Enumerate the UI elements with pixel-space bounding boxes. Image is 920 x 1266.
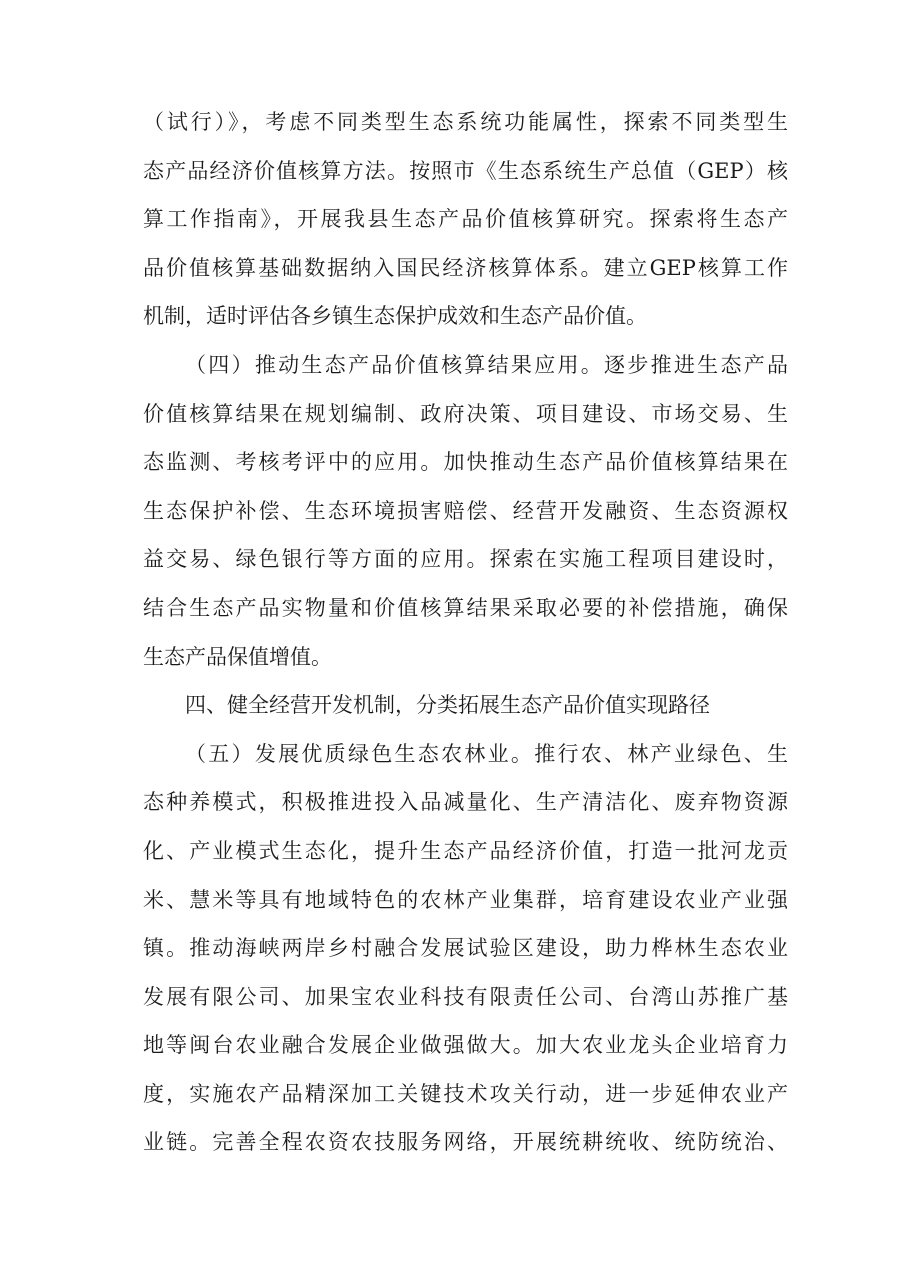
text-line: 结合生态产品实物量和价值核算结果采取必要的补偿措施，确保 xyxy=(143,595,788,620)
text-line: 机制，适时评估各乡镇生态保护成效和生态产品价值。 xyxy=(143,304,647,329)
text-line: 态监测、考核考评中的应用。加快推动生态产品价值核算结果在 xyxy=(143,450,788,475)
section-heading: 四、健全经营开发机制，分类拓展生态产品价值实现路径 xyxy=(185,693,710,718)
text-line: 度，实施农产品精深加工关键技术攻关行动，进一步延伸农业产 xyxy=(143,1081,788,1106)
text-line: 生态产品保值增值。 xyxy=(143,644,332,669)
text-line: （试行）》，考虑不同类型生态系统功能属性，探索不同类型生 xyxy=(143,110,788,134)
text-line: 价值核算结果在规划编制、政府决策、项目建设、市场交易、生 xyxy=(143,401,788,426)
text-line: 化、产业模式生态化，提升生态产品经济价值，打造一批河龙贡 xyxy=(143,838,788,863)
text-line: 生态保护补偿、生态环境损害赔偿、经营开发融资、生态资源权 xyxy=(143,498,788,523)
document-body xyxy=(143,98,788,1167)
text-line: 态种养模式，积极推进投入品减量化、生产清洁化、废弃物资源 xyxy=(143,790,788,815)
text-line: （四）推动生态产品价值核算结果应用。逐步推进生态产品 xyxy=(185,352,788,377)
text-line: 业链。完善全程农资农技服务网络，开展统耕统收、统防统治、 xyxy=(143,1130,788,1155)
text-line: 品价值核算基础数据纳入国民经济核算体系。建立GEP核算工作 xyxy=(143,255,788,280)
text-line: 算工作指南》，开展我县生态产品价值核算研究。探索将生态产 xyxy=(143,207,788,232)
text-line: 米、慧米等具有地域特色的农林产业集群，培育建设农业产业强 xyxy=(143,887,788,912)
text-line: 态产品经济价值核算方法。按照市《生态系统生产总值（GEP）核 xyxy=(143,158,788,183)
text-line: 镇。推动海峡两岸乡村融合发展试验区建设，助力桦林生态农业 xyxy=(143,936,788,961)
text-line: 益交易、绿色银行等方面的应用。探索在实施工程项目建设时， xyxy=(143,547,788,572)
text-line: 地等闽台农业融合发展企业做强做大。加大农业龙头企业培育力 xyxy=(143,1033,788,1058)
text-line: （五）发展优质绿色生态农林业。推行农、林产业绿色、生 xyxy=(185,741,788,766)
text-line: 发展有限公司、加果宝农业科技有限责任公司、台湾山苏推广基 xyxy=(143,984,788,1009)
